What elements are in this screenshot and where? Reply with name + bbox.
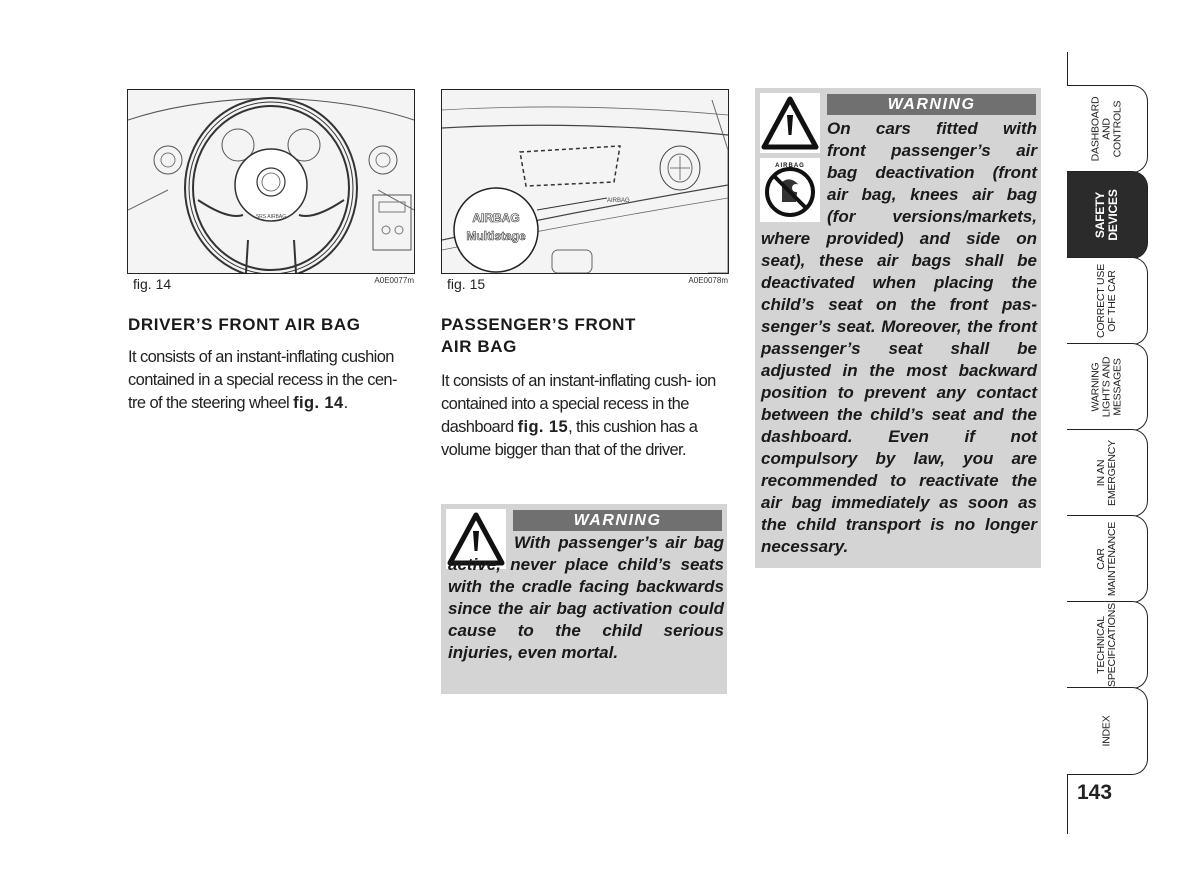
warning-triangle-icon [760,93,820,153]
tab-car-maintenance[interactable]: CAR MAINTENANCE [1067,515,1148,603]
figure-14-code: A0E0077m [374,276,414,285]
fig-15-reference: fig. 15 [517,418,569,436]
tab-correct-use-of-the-car[interactable]: CORRECT USE OF THE CAR [1067,257,1148,345]
airbag-icon-text: AIRBAG [775,163,805,169]
steering-wheel-illustration [128,90,414,273]
tab-in-an-emergency[interactable]: IN AN EMERGENCY [1067,429,1148,517]
page-number: 143 [1077,781,1113,804]
figure-14-steering-wheel [127,89,415,274]
figure-15-label: fig. 15 [447,276,486,292]
passenger-airbag-body: It consists of an instant-inflating cush- ion contained into a special recess in the dashboard fig. 15, this cushion has a volume bigger than that of the driver. [441,372,716,459]
dashboard-airbag-label: AIRBAG [607,198,630,204]
passenger-warning-title: WARNING [513,510,722,531]
driver-airbag-heading: DRIVER’S FRONT AIR BAG [128,315,361,334]
figure-15-dashboard [441,89,729,274]
figure-15-code: A0E0078m [688,276,728,285]
tab-warning-lights-and-messages[interactable]: WARNING LIGHTS AND MESSAGES [1067,343,1148,431]
no-child-seat-airbag-icon [760,158,820,222]
figure-14-label: fig. 14 [133,276,172,292]
dashboard-airbag-illustration [442,90,728,273]
passenger-airbag-heading: PASSENGER’S FRONT AIR BAG [441,315,637,356]
driver-airbag-body: It consists of an instant-inflating cushion contained in a special recess in the cen- tre of the steering wheel fig. 14. [128,348,397,412]
tab-safety-devices[interactable]: SAFETY DEVICES [1067,171,1148,259]
svg-text:SRS AIRBAG: SRS AIRBAG [255,214,287,220]
badge-airbag-text: AIRBAG [472,211,520,225]
passenger-warning-box: WARNING With passenger’s air bag active, never place child’s seats with the cradle facing backwards since the air bag activation could cause to the child serious injuries, even mortal. [441,504,727,694]
badge-multistage-text: Multistage [466,229,526,243]
tab-index[interactable]: INDEX [1067,687,1148,775]
fig-14-reference: fig. 14 [293,394,344,412]
deactivation-warning-title: WARNING [827,94,1036,115]
tab-dashboard-and-controls[interactable]: DASHBOARD AND CONTROLS [1067,85,1148,173]
tab-technical-specifications[interactable]: TECHNICAL SPECIFICATIONS [1067,601,1148,689]
deactivation-warning-box: AIRBAG WARNING On cars fitted with front passenger’s air bag deactivation (front air bag, knees air bag (for versions/markets, where provided) and side on seat), these air bags shall be deactivated when placing the child’s seat on the front pas- senger’s seat. Moreover, the front passenger’s seat shall be adjusted in the most backward position to prevent any contact between the child’s seat and the dashboard. Even if not compulsory by law, you are recommended to reactivate the air bag immediately as soon as the child transport is no longer necessary. [755,88,1041,568]
